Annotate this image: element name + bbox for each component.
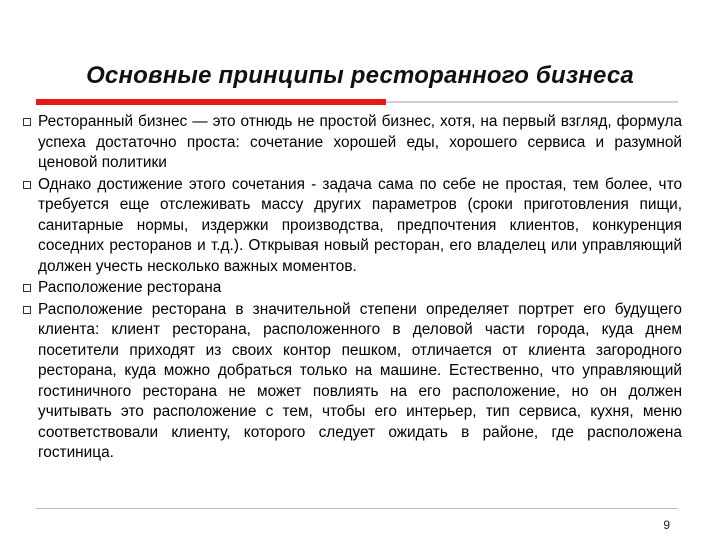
page-number: 9 <box>663 518 670 532</box>
square-bullet-icon <box>23 118 31 126</box>
footer-divider <box>36 508 678 509</box>
square-bullet-icon <box>23 284 31 292</box>
bullet-text: Однако достижение этого сочетания - задача сама по себе не простая, тем более, что требуется еще отслеживать массу других параметров (сроки приготовления пищи, санитарные нормы, издержки производства, предпочтения клиентов, конкуренция соседних ресторанов и т.д.). Открывая новый ресторан, его владелец или управляющий должен учесть несколько важных моментов. <box>38 175 682 275</box>
square-bullet-icon <box>23 306 31 314</box>
title-accent-bar <box>36 99 386 105</box>
bullet-text: Расположение ресторана <box>38 279 222 296</box>
bullet-text: Расположение ресторана в значительной степени определяет портрет его будущего клиента: клиент ресторана, расположенного в деловой части города, куда днем посетители приходят из своих контор пешком, отличается от клиента загородного ресторана, куда можно добраться только на машине. Естественно, что управляющий гостиничного ресторана не может повлиять на его расположение, но он должен учитывать это расположение с тем, чтобы его интерьер, тип сервиса, кухня, меню соответствовали клиенту, которого следует ожидать в районе, где расположена гостиница. <box>38 300 682 461</box>
bullet-item <box>22 300 682 464</box>
bullet-item <box>22 278 682 299</box>
bullet-text: Ресторанный бизнес — это отнюдь не простой бизнес, хотя, на первый взгляд, формула успеха достаточно проста: сочетание хорошей еды, хорошего сервиса и разумной ценовой политики <box>38 113 682 171</box>
bullet-item <box>22 112 682 174</box>
bullet-list <box>22 112 682 465</box>
bullet-item <box>22 175 682 278</box>
square-bullet-icon <box>23 181 31 189</box>
slide-title: Основные принципы ресторанного бизнеса <box>86 62 634 89</box>
